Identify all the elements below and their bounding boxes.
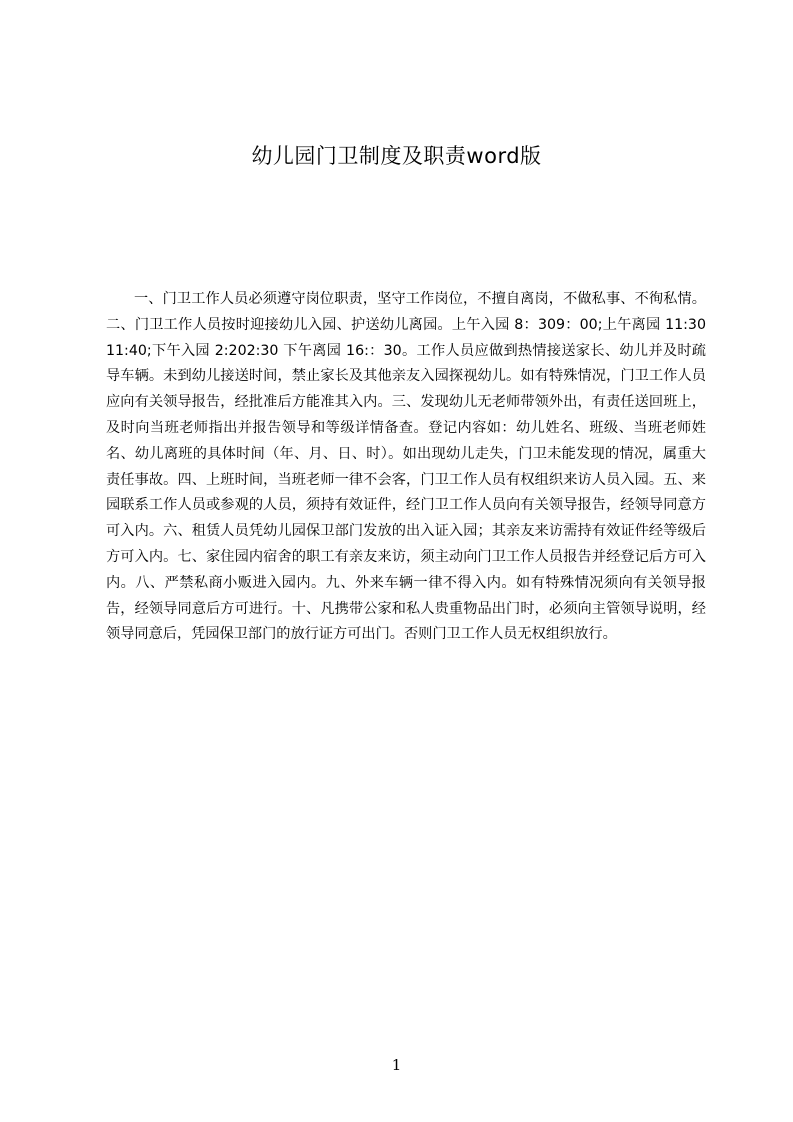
document-body: 一、门卫工作人员必须遵守岗位职责，坚守工作岗位，不擅自离岗，不做私事、不徇私情。二、门卫工作人员按时迎接幼儿入园、护送幼儿离园。上午入园 8：309：00;上午离园 11:3011:40;下午入园 2:202:30 下午离园 16:：30。工作人员应做到热情接送家长、幼儿并及时疏导车辆。未到幼儿接送时间，禁止家长及其他亲友入园探视幼儿。如有特殊情况，门卫工作人员应向有关领导报告，经批准后方能准其入内。三、发现幼儿无老师带领外出，有责任送回班上，及时向当班老师指出并报告领导和等级详情备查。登记内容如：幼儿姓名、班级、当班老师姓名、幼儿离班的具体时间（年、月、日、时）。如出现幼儿走失，门卫未能发现的情况，属重大责任事故。四、上班时间，当班老师一律不会客，门卫工作人员有权组织来访人员入园。五、来园联系工作人员或参观的人员，须持有效证件，经门卫工作人员向有关领导报告，经领导同意方可入内。六、租赁人员凭幼儿园保卫部门发放的出入证入园；其亲友来访需持有效证件经等级后方可入内。七、家住园内宿舍的职工有亲友来访，须主动向门卫工作人员报告并经登记后方可入内。八、严禁私商小贩进入园内。九、外来车辆一律不得入内。如有特殊情况须向有关领导报告，经领导同意后方可进行。十、凡携带公家和私人贵重物品出门时，必须向主管领导说明，经领导同意后，凭园保卫部门的放行证方可出门。否则门卫工作人员无权组织放行。 xyxy=(106,291,706,643)
document-title: 幼儿园门卫制度及职责word版 xyxy=(251,144,542,168)
page-number: 1 xyxy=(391,1056,402,1074)
